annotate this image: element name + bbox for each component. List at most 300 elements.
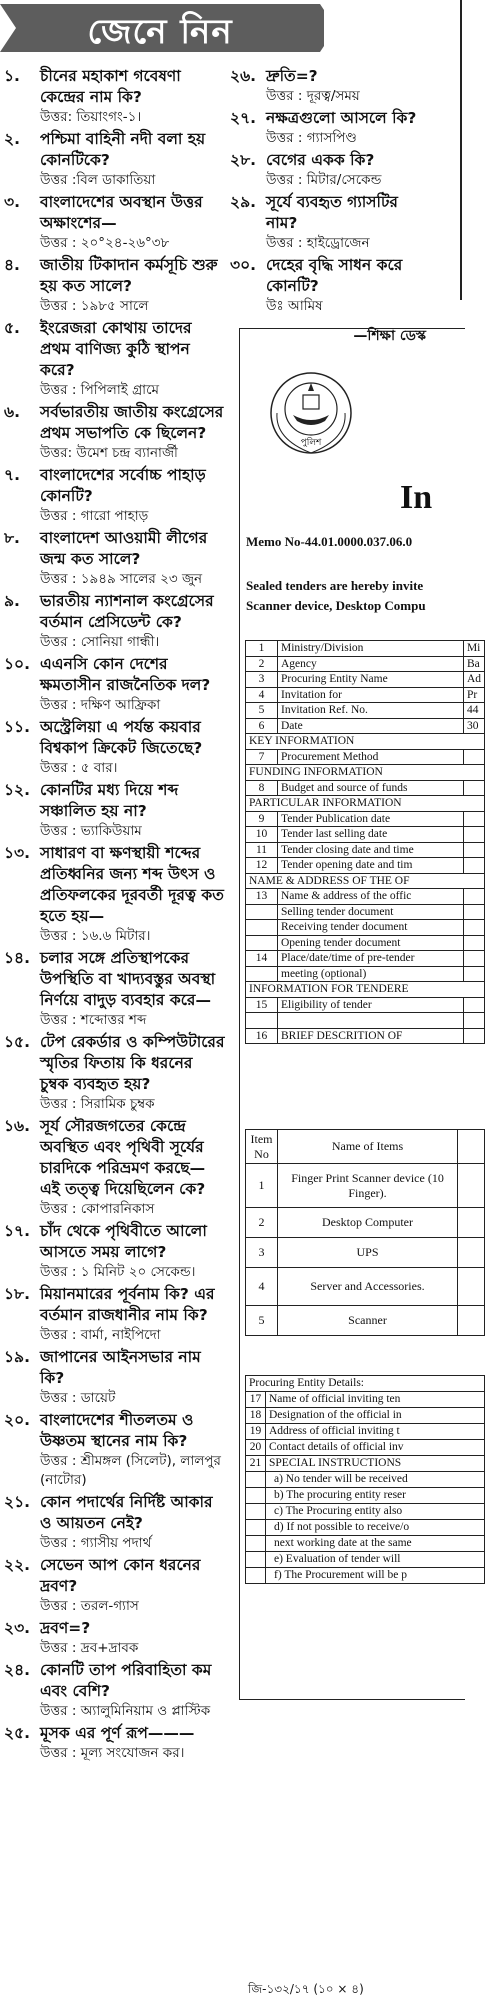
question-number: ২০. — [4, 1411, 31, 1429]
question-text: দেহের বৃদ্ধি সাধন করে কোনটি? — [266, 256, 403, 295]
item-row — [246, 1164, 485, 1208]
answer-text: উত্তর : শব্দোত্তর শব্দ — [40, 1012, 147, 1028]
qa-item — [4, 528, 226, 589]
qa-item — [230, 192, 430, 253]
question-text: সেভেন আপ কোন ধরনের দ্রবণ? — [40, 1556, 201, 1595]
question-text: বাংলাদেশ আওয়ামী লীগের জন্ম কত সালে? — [40, 529, 208, 568]
item-row — [246, 1208, 485, 1238]
answer-text: উত্তর : মূল্য সংযোজন কর। — [40, 1745, 185, 1761]
pe-label: Contact details of official inv — [266, 1440, 485, 1456]
tender-row — [246, 796, 485, 812]
pe-number-empty — [246, 1504, 266, 1520]
item-number: 2 — [246, 1208, 278, 1238]
question-text: ইংরেজরা কোথায় তাদের প্রথম বাণিজ্য কুঠি স্থাপন করে? — [40, 319, 192, 379]
banner — [0, 0, 458, 56]
question-number: ২৬. — [230, 67, 257, 85]
item-name: Desktop Computer — [278, 1208, 458, 1238]
qa-item — [230, 255, 430, 316]
row-number — [246, 1013, 278, 1029]
special-instruction: e) Evaluation of tender will — [266, 1552, 485, 1568]
pe-label: Address of official inviting t — [266, 1424, 485, 1440]
qa-body — [40, 843, 226, 946]
tender-row — [246, 904, 485, 920]
tender-row — [246, 780, 485, 796]
question-text: চলার সঙ্গে প্রতিস্থাপকের উপস্থিতি বা খাদ্যবস্তুর অবস্থা নির্ণয়ে বাদুড় ব্যবহার করে— — [40, 949, 216, 1009]
question-number: ২. — [4, 130, 20, 148]
answer-text: উত্তর : দ্রব+দ্রাবক — [40, 1640, 139, 1656]
answer-text: উত্তর : ৫ বার। — [40, 760, 118, 776]
row-label: Tender opening date and tim — [278, 858, 464, 874]
tender-row — [246, 966, 485, 982]
qa-item — [4, 318, 226, 400]
pe-label: Name of official inviting ten — [266, 1392, 485, 1408]
row-label: Receiving tender document — [278, 920, 464, 936]
qa-item — [4, 255, 226, 316]
question-text: অস্ট্রেলিয়া এ পর্যন্ত কয়বার বিশ্বকাপ ক্রিকেট জিতেছে? — [40, 718, 203, 757]
qa-body — [40, 1555, 226, 1616]
row-label: Eligibility of tender — [278, 997, 464, 1013]
answer-text: উত্তর : পিপিলাই গ্রামে — [40, 382, 160, 398]
row-label: Procurement Method — [278, 749, 464, 765]
qa-body — [40, 402, 226, 463]
answer-text: উত্তর : গারো পাহাড় — [40, 508, 149, 524]
question-text: কোন পদার্থের নির্দিষ্ট আকার ও আয়তন নেই? — [40, 1493, 213, 1532]
question-number: ৯. — [4, 592, 20, 610]
qa-item — [230, 150, 430, 190]
item-name: Scanner — [278, 1306, 458, 1336]
pe-number: 18 — [246, 1408, 266, 1424]
row-value — [463, 858, 484, 874]
qa-body — [40, 192, 226, 253]
qa-item — [4, 654, 226, 715]
qa-body — [266, 108, 430, 148]
answer-text: উত্তর : ডায়েট — [40, 1390, 116, 1406]
tender-row — [246, 873, 485, 889]
tender-row — [246, 997, 485, 1013]
qa-body — [40, 1660, 226, 1721]
answer-text: উত্তর : ২০°২৪-২৬°৩৮ — [40, 235, 170, 251]
qa-item — [4, 843, 226, 946]
row-value — [463, 935, 484, 951]
sealed-line-1: Sealed tenders are hereby invite — [246, 578, 424, 593]
question-text: বেগের একক কি? — [266, 151, 375, 169]
row-value — [463, 780, 484, 796]
question-number: ১৬. — [4, 1117, 31, 1135]
pe-row — [246, 1392, 485, 1408]
pe-number-empty — [246, 1472, 266, 1488]
question-number: ১. — [4, 67, 20, 85]
row-label: Procuring Entity Name — [278, 672, 464, 688]
row-value: Mi — [463, 641, 484, 657]
qa-body — [266, 255, 430, 316]
row-number: 13 — [246, 889, 278, 905]
row-label: Budget and source of funds — [278, 780, 464, 796]
answer-text: উত্তর : হাইড্রোজেন — [266, 235, 370, 251]
section-header: PARTICULAR INFORMATION — [246, 796, 485, 812]
row-number: 1 — [246, 641, 278, 657]
item-number: 5 — [246, 1306, 278, 1336]
question-text: চীনের মহাকাশ গবেষণা কেন্দ্রের নাম কি? — [40, 67, 181, 106]
qa-item — [4, 1221, 226, 1282]
tender-row — [246, 734, 485, 750]
pe-header-row — [246, 1376, 485, 1392]
answer-text: উত্তর : মিটার/সেকেন্ড — [266, 172, 382, 188]
answer-text: উত্তর : সিরামিক চুম্বক — [40, 1096, 155, 1112]
tender-row — [246, 1013, 485, 1029]
tender-row — [246, 703, 485, 719]
qa-item — [4, 1660, 226, 1721]
row-label: Agency — [278, 656, 464, 672]
item-extra — [458, 1306, 485, 1336]
question-text: চাঁদ থেকে পৃথিবীতে আলো আসতে সময় লাগে? — [40, 1222, 207, 1261]
item-number: 3 — [246, 1238, 278, 1268]
item-name: Finger Print Scanner device (10 Finger). — [278, 1164, 458, 1208]
row-value — [463, 951, 484, 967]
item-name-header: Name of Items — [278, 1130, 458, 1164]
qa-body — [40, 717, 226, 778]
pe-row — [246, 1424, 485, 1440]
answer-text: উত্তর : সোনিয়া গান্ধী। — [40, 634, 160, 650]
question-text: সূর্যে ব্যবহৃত গ্যাসটির নাম? — [266, 193, 398, 232]
special-instruction-row — [246, 1568, 485, 1584]
row-value — [463, 997, 484, 1013]
qa-body — [40, 1284, 226, 1345]
question-text: জাপানের আইনসভার নাম কি? — [40, 1348, 201, 1387]
question-text: বাংলাদেশের শীতলতম ও উষ্ণতম স্থানের নাম কি? — [40, 1411, 194, 1450]
qa-item — [4, 717, 226, 778]
question-text: মূসক এর পূর্ণ রূপ——— — [40, 1724, 195, 1742]
row-value: 30 — [463, 718, 484, 734]
question-number: ১১. — [4, 718, 31, 736]
answer-text: উত্তর : তরল-গ্যাস — [40, 1598, 139, 1614]
item-extra — [458, 1238, 485, 1268]
qa-body — [40, 66, 226, 127]
notice-code: জি-১৩২/১৭ (১০ × ৪) — [248, 1982, 364, 1996]
special-instruction-row — [246, 1520, 485, 1536]
item-row — [246, 1238, 485, 1268]
qa-item — [4, 1284, 226, 1345]
special-instruction: d) If not possible to receive/o — [266, 1520, 485, 1536]
tender-row — [246, 842, 485, 858]
pe-header: Procuring Entity Details: — [246, 1376, 485, 1392]
pe-number-empty — [246, 1536, 266, 1552]
question-number: ৬. — [4, 403, 20, 421]
police-emblem-icon — [267, 369, 355, 457]
row-number — [246, 920, 278, 936]
qa-body — [40, 255, 226, 316]
answer-text: উত্তর : গ্যাসীয় পদার্থ — [40, 1535, 152, 1551]
question-number: ২৯. — [230, 193, 257, 211]
answer-text: উত্তর : গ্যাসপিণ্ড — [266, 130, 357, 146]
pe-row — [246, 1408, 485, 1424]
pe-number: 17 — [246, 1392, 266, 1408]
tender-row — [246, 687, 485, 703]
answer-text: উঃ আমিষ — [266, 298, 323, 314]
tender-row — [246, 656, 485, 672]
qa-body — [40, 1032, 226, 1114]
qa-body — [40, 129, 226, 190]
row-number: 7 — [246, 749, 278, 765]
row-value — [463, 749, 484, 765]
qa-body — [40, 948, 226, 1030]
question-text: সর্বভারতীয় জাতীয় কংগ্রেসের প্রথম সভাপতি কে ছিলেন? — [40, 403, 224, 442]
qa-item — [4, 1723, 226, 1763]
question-number: ২৪. — [4, 1661, 31, 1679]
qa-body — [40, 318, 226, 400]
question-number: ৪. — [4, 256, 20, 274]
answer-text: উত্তর : ১৬.৬ মিটার। — [40, 928, 151, 944]
answer-text: উত্তর : ভ্যাকিউয়াম — [40, 823, 142, 839]
question-number: ১৫. — [4, 1033, 31, 1051]
procuring-entity-table — [245, 1375, 485, 1584]
question-number: ১৭. — [4, 1222, 31, 1240]
row-label: Opening tender document — [278, 935, 464, 951]
qa-column-left — [4, 66, 226, 1765]
notice-title: In — [400, 479, 433, 516]
question-text: ভারতীয় ন্যাশনাল কংগ্রেসের বর্তমান প্রেসিডেন্ট কে? — [40, 592, 214, 631]
row-value: Ad — [463, 672, 484, 688]
item-extra — [458, 1164, 485, 1208]
pe-row — [246, 1456, 485, 1472]
question-number: ২১. — [4, 1493, 31, 1511]
row-label: BRIEF DESCRITION OF — [278, 1028, 464, 1044]
qa-item — [4, 66, 226, 127]
items-table — [245, 1129, 485, 1336]
question-number: ১০. — [4, 655, 31, 673]
question-text: দ্রুতি=? — [266, 67, 318, 85]
row-number: 6 — [246, 718, 278, 734]
section-header: KEY INFORMATION — [246, 734, 485, 750]
item-extra — [458, 1268, 485, 1306]
question-text: টেপ রেকর্ডার ও কম্পিউটারের স্মৃতির ফিতায় কি ধরনের চুম্বক ব্যবহৃত হয়? — [40, 1033, 225, 1093]
special-instruction-row — [246, 1536, 485, 1552]
item-name: UPS — [278, 1238, 458, 1268]
column-divider — [460, 0, 462, 300]
answer-text: উত্তর : ১৯৮৫ সালে — [40, 298, 149, 314]
banner-title: জেনে নিন — [87, 12, 233, 52]
qa-item — [4, 591, 226, 652]
pe-number-empty — [246, 1520, 266, 1536]
qa-item — [4, 1410, 226, 1490]
answer-text: উত্তর : দক্ষিণ আফ্রিকা — [40, 697, 161, 713]
section-header: NAME & ADDRESS OF THE OF — [246, 873, 485, 889]
item-number: 4 — [246, 1268, 278, 1306]
qa-body — [40, 528, 226, 589]
question-number: ২৮. — [230, 151, 257, 169]
qa-body — [40, 1221, 226, 1282]
tender-notice — [239, 328, 481, 1996]
pe-number: 21 — [246, 1456, 266, 1472]
row-value — [463, 827, 484, 843]
qa-body — [40, 1723, 226, 1763]
answer-text: উত্তর: উমেশ চন্দ্র ব্যানার্জী — [40, 445, 178, 461]
row-label: Invitation for — [278, 687, 464, 703]
tender-row — [246, 982, 485, 998]
tender-info-table — [245, 640, 485, 1044]
qa-item — [4, 1116, 226, 1219]
emblem-label: পুলিশ — [300, 437, 322, 447]
question-number: ২৭. — [230, 109, 257, 127]
sealed-text — [246, 576, 426, 616]
items-header-row — [246, 1130, 485, 1164]
row-number: 11 — [246, 842, 278, 858]
row-value — [463, 1013, 484, 1029]
row-number: 3 — [246, 672, 278, 688]
question-number: ১৪. — [4, 949, 31, 967]
qa-item — [4, 1032, 226, 1114]
item-extra-header — [458, 1130, 485, 1164]
row-number: 9 — [246, 811, 278, 827]
question-number: ১৯. — [4, 1348, 31, 1366]
row-value — [463, 842, 484, 858]
row-label: Tender closing date and time — [278, 842, 464, 858]
row-number — [246, 935, 278, 951]
answer-text: উত্তর : বার্মা, নাইপিদো — [40, 1327, 161, 1343]
row-number: 10 — [246, 827, 278, 843]
tender-row — [246, 889, 485, 905]
qa-column-right — [230, 66, 430, 348]
item-number: 1 — [246, 1164, 278, 1208]
section-header: FUNDING INFORMATION — [246, 765, 485, 781]
answer-text: উত্তর : শ্রীমঙ্গল (সিলেট), লালপুর (নাটোর) — [40, 1453, 221, 1488]
answer-text: উত্তর : দূরত্ব/সময় — [266, 88, 360, 104]
tender-row — [246, 672, 485, 688]
qa-item — [4, 948, 226, 1030]
tender-row — [246, 749, 485, 765]
row-label: Tender last selling date — [278, 827, 464, 843]
row-number: 8 — [246, 780, 278, 796]
qa-item — [4, 402, 226, 463]
row-number — [246, 904, 278, 920]
pe-row — [246, 1440, 485, 1456]
qa-body — [40, 654, 226, 715]
row-value: 44 — [463, 703, 484, 719]
pe-number: 20 — [246, 1440, 266, 1456]
tender-row — [246, 935, 485, 951]
qa-item — [4, 129, 226, 190]
item-row — [246, 1268, 485, 1306]
row-value: Ba — [463, 656, 484, 672]
tender-row — [246, 827, 485, 843]
section-header: INFORMATION FOR TENDERE — [246, 982, 485, 998]
special-instruction: c) The Procuring entity also — [266, 1504, 485, 1520]
qa-body — [40, 780, 226, 841]
special-instruction: next working date at the same — [266, 1536, 485, 1552]
question-text: মিয়ানমারের পূর্বনাম কি? এর বর্তমান রাজধানীর নাম কি? — [40, 1285, 215, 1324]
qa-body — [266, 192, 430, 253]
qa-body — [40, 1116, 226, 1219]
row-value — [463, 1028, 484, 1044]
question-text: পশ্চিমা বাহিনী নদী বলা হয় কোনটিকে? — [40, 130, 206, 169]
row-number: 2 — [246, 656, 278, 672]
pe-label: Designation of the official in — [266, 1408, 485, 1424]
question-text: এএনসি কোন দেশের ক্ষমতাসীন রাজনৈতিক দল? — [40, 655, 211, 694]
row-label: Date — [278, 718, 464, 734]
row-value — [463, 966, 484, 982]
question-number: ৩০. — [230, 256, 257, 274]
sealed-line-2: Scanner device, Desktop Compu — [246, 598, 426, 613]
item-extra — [458, 1208, 485, 1238]
question-text: নক্ষত্রগুলো আসলে কি? — [266, 109, 417, 127]
item-no-header: Item No — [246, 1130, 278, 1164]
special-instruction-row — [246, 1488, 485, 1504]
row-label: meeting (optional) — [278, 966, 464, 982]
question-number: ২৫. — [4, 1724, 31, 1742]
question-number: ২২. — [4, 1556, 31, 1574]
qa-item — [4, 192, 226, 253]
row-value — [463, 889, 484, 905]
tender-row — [246, 641, 485, 657]
tender-row — [246, 765, 485, 781]
question-number: ১২. — [4, 781, 31, 799]
qa-body — [40, 465, 226, 526]
question-text: সাধারণ বা ক্ষণস্থায়ী শব্দের প্রতিধ্বনির জন্য শব্দ উৎস ও প্রতিফলকের দূরবর্তী দূরত্ব কত হতে হয়— — [40, 844, 224, 925]
tender-row — [246, 920, 485, 936]
row-value — [463, 811, 484, 827]
answer-text: উত্তর :বিল ডাকাতিয়া — [40, 172, 156, 188]
question-number: ১৩. — [4, 844, 31, 862]
question-text: সূর্য সৌরজগতের কেন্দ্রে অবস্থিত এবং পৃথিবী সূর্যের চারদিকে পরিভ্রমণ করছে— এই তত্ত্ব দিয়েছিলেন কে? — [40, 1117, 206, 1198]
qa-item — [4, 1618, 226, 1658]
row-number — [246, 966, 278, 982]
row-number: 5 — [246, 703, 278, 719]
question-text: বাংলাদেশের অবস্থান উত্তর অক্ষাংশের— — [40, 193, 203, 232]
qa-body — [266, 150, 430, 190]
pe-label: SPECIAL INSTRUCTIONS — [266, 1456, 485, 1472]
row-value: Pr — [463, 687, 484, 703]
item-row — [246, 1306, 485, 1336]
row-value — [463, 920, 484, 936]
special-instruction: b) The procuring entity reser — [266, 1488, 485, 1504]
question-text: কোনটি তাপ পরিবাহিতা কম এবং বেশি? — [40, 1661, 212, 1700]
qa-item — [4, 1492, 226, 1553]
pe-number-empty — [246, 1552, 266, 1568]
row-label — [278, 1013, 464, 1029]
answer-text: উত্তর : কোপারনিকাস — [40, 1201, 155, 1217]
question-number: ৩. — [4, 193, 20, 211]
row-label: Invitation Ref. No. — [278, 703, 464, 719]
tender-row — [246, 718, 485, 734]
qa-item — [4, 780, 226, 841]
qa-body — [40, 1347, 226, 1408]
special-instruction: a) No tender will be received — [266, 1472, 485, 1488]
tender-row — [246, 951, 485, 967]
question-number: ৫. — [4, 319, 20, 337]
question-number: ৮. — [4, 529, 20, 547]
qa-body — [266, 66, 430, 106]
pe-number-empty — [246, 1568, 266, 1584]
answer-text: উত্তর: তিয়াংগং-১। — [40, 109, 142, 125]
row-label: Name & address of the offic — [278, 889, 464, 905]
qa-body — [40, 1492, 226, 1553]
special-instruction: f) The Procurement will be p — [266, 1568, 485, 1584]
row-label: Selling tender document — [278, 904, 464, 920]
row-label: Ministry/Division — [278, 641, 464, 657]
qa-item — [230, 66, 430, 106]
special-instruction-row — [246, 1552, 485, 1568]
row-number: 14 — [246, 951, 278, 967]
desk-credit: —শিক্ষা ডেস্ক — [353, 328, 426, 344]
row-number: 4 — [246, 687, 278, 703]
qa-item — [4, 1555, 226, 1616]
answer-text: উত্তর : ১ মিনিট ২০ সেকেন্ড। — [40, 1264, 196, 1280]
qa-body — [40, 1618, 226, 1658]
qa-body — [40, 1410, 226, 1490]
row-number: 12 — [246, 858, 278, 874]
tender-row — [246, 1028, 485, 1044]
question-text: জাতীয় টিকাদান কর্মসূচি শুরু হয় কত সালে? — [40, 256, 218, 295]
special-instruction-row — [246, 1472, 485, 1488]
